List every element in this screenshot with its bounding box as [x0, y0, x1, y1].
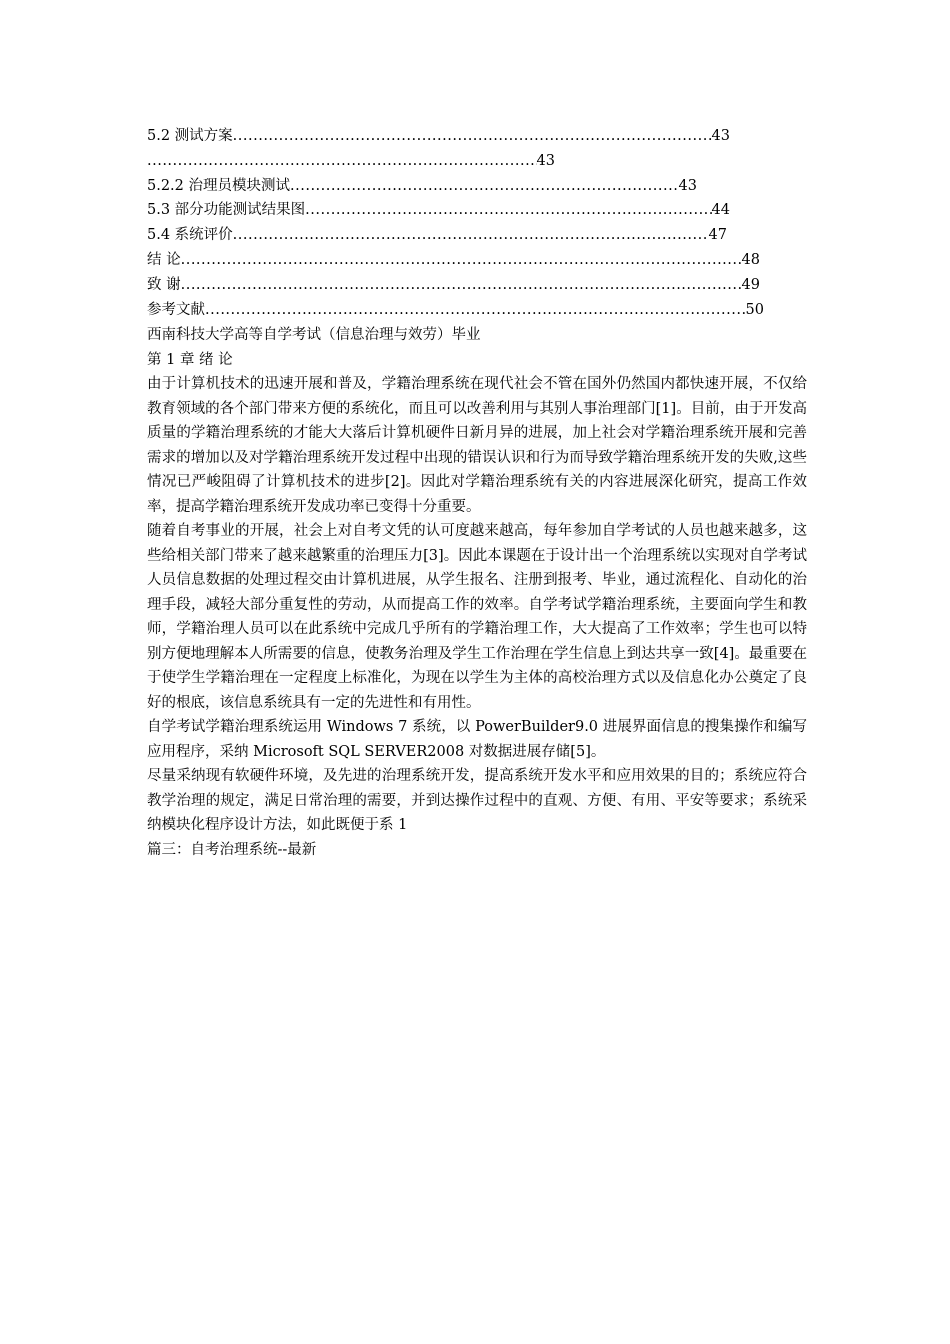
toc-entry — [147, 273, 760, 298]
toc-entry-title: 参考文献 — [147, 302, 205, 318]
document-header-line: 西南科技大学高等自学考试（信息治理与效劳）毕业 — [147, 327, 481, 343]
toc-leader-dots — [233, 223, 709, 248]
toc-entry-page: 43 — [536, 153, 555, 169]
toc-entry — [147, 174, 697, 199]
toc-entry-title: 5.2.2 治理员模块测试 — [147, 178, 291, 194]
toc-entry-page: 44 — [711, 202, 730, 218]
toc-entry — [147, 248, 760, 273]
paragraph: 尽量采纳现有软硬件环境，及先进的治理系统开发，提高系统开发水平和应用效果的目的；系统应符合教学治理的规定，满足日常治理的需要，并到达操作过程中的直观、方便、有用、平安等要求；系统采纳模块化程序设计方法，如此既便于系 1 — [147, 768, 807, 833]
toc-entry — [147, 298, 764, 323]
toc-entry — [147, 198, 730, 223]
paragraph: 随着自考事业的开展，社会上对自考文凭的认可度越来越高，每年参加自学考试的人员也越来越多，这些给相关部门带来了越来越繁重的治理压力[3]。因此本课题在于设计出一个治理系统以实现对自学考试人员信息数据的处理过程交由计算机进展，从学生报名、注册到报考、毕业，通过流程化、自动化的治理手段，减轻大部分重复性的劳动，从而提高工作的效率。自学考试学籍治理系统，主要面向学生和教师，学籍治理人员可以在此系统中完成几乎所有的学籍治理工作，大大提高了工作效率；学生也可以特别方便地理解本人所需要的信息，使教务治理及学生工作治理在学生信息上到达共享一致[4]。最重要在于使学生学籍治理在一定程度上标准化，为现在以学生为主体的高校治理方式以及信息化办公奠定了良好的根底，该信息系统具有一定的先进性和有用性。 — [147, 523, 807, 711]
toc-entry-page: 43 — [678, 178, 697, 194]
toc-entry — [147, 124, 730, 149]
toc-leader-dots — [290, 174, 679, 199]
toc-entry — [147, 149, 555, 174]
paragraph: 自学考试学籍治理系统运用 Windows 7 系统，以 PowerBuilder9.0 进展界面信息的搜集操作和编写应用程序，采纳 Microsoft SQL SERVER2008 对数据进展存储[5]。 — [147, 719, 807, 760]
toc-entry — [147, 223, 727, 248]
paragraph: 由于计算机技术的迅速开展和普及，学籍治理系统在现代社会不管在国外仍然国内都快速开展，不仅给教育领域的各个部门带来方便的系统化，而且可以改善利用与其别人事治理部门[1]。目前，由于开发高质量的学籍治理系统的才能大大落后计算机硬件日新月异的进展，加上社会对学籍治理系统开展和完善需求的增加以及对学籍治理系统开发过程中出现的错误认识和行为而导致学籍治理系统开发的失败,这些情况已严峻阻碍了计算机技术的进步[2]。因此对学籍治理系统有关的内容进展深化研究，提高工作效率，提高学籍治理系统开发成功率已变得十分重要。 — [147, 376, 807, 515]
toc-leader-dots — [147, 149, 537, 174]
toc-entry-title: 致 谢 — [147, 277, 181, 293]
toc-entry-title: 5.4 系统评价 — [147, 227, 233, 243]
footer-line: 篇三：自考治理系统--最新 — [147, 841, 317, 858]
toc-leader-dots — [181, 248, 742, 273]
toc-entry-page: 47 — [708, 227, 727, 243]
toc-entry-title: 5.2 测试方案 — [147, 128, 233, 144]
toc-entry-title: 结 论 — [147, 252, 181, 268]
toc-entry-page: 43 — [711, 128, 730, 144]
body-text — [147, 372, 807, 862]
chapter-title: 第 1 章 绪 论 — [147, 352, 233, 368]
toc-leader-dots — [305, 198, 711, 223]
toc-leader-dots — [205, 298, 746, 323]
toc-leader-dots — [233, 124, 712, 149]
toc-entry-page: 49 — [741, 277, 760, 293]
toc-entry-title: 5.3 部分功能测试结果图 — [147, 202, 306, 218]
toc-entry-page: 48 — [741, 252, 760, 268]
toc-leader-dots — [181, 273, 742, 298]
toc-entry-page: 50 — [745, 302, 764, 318]
